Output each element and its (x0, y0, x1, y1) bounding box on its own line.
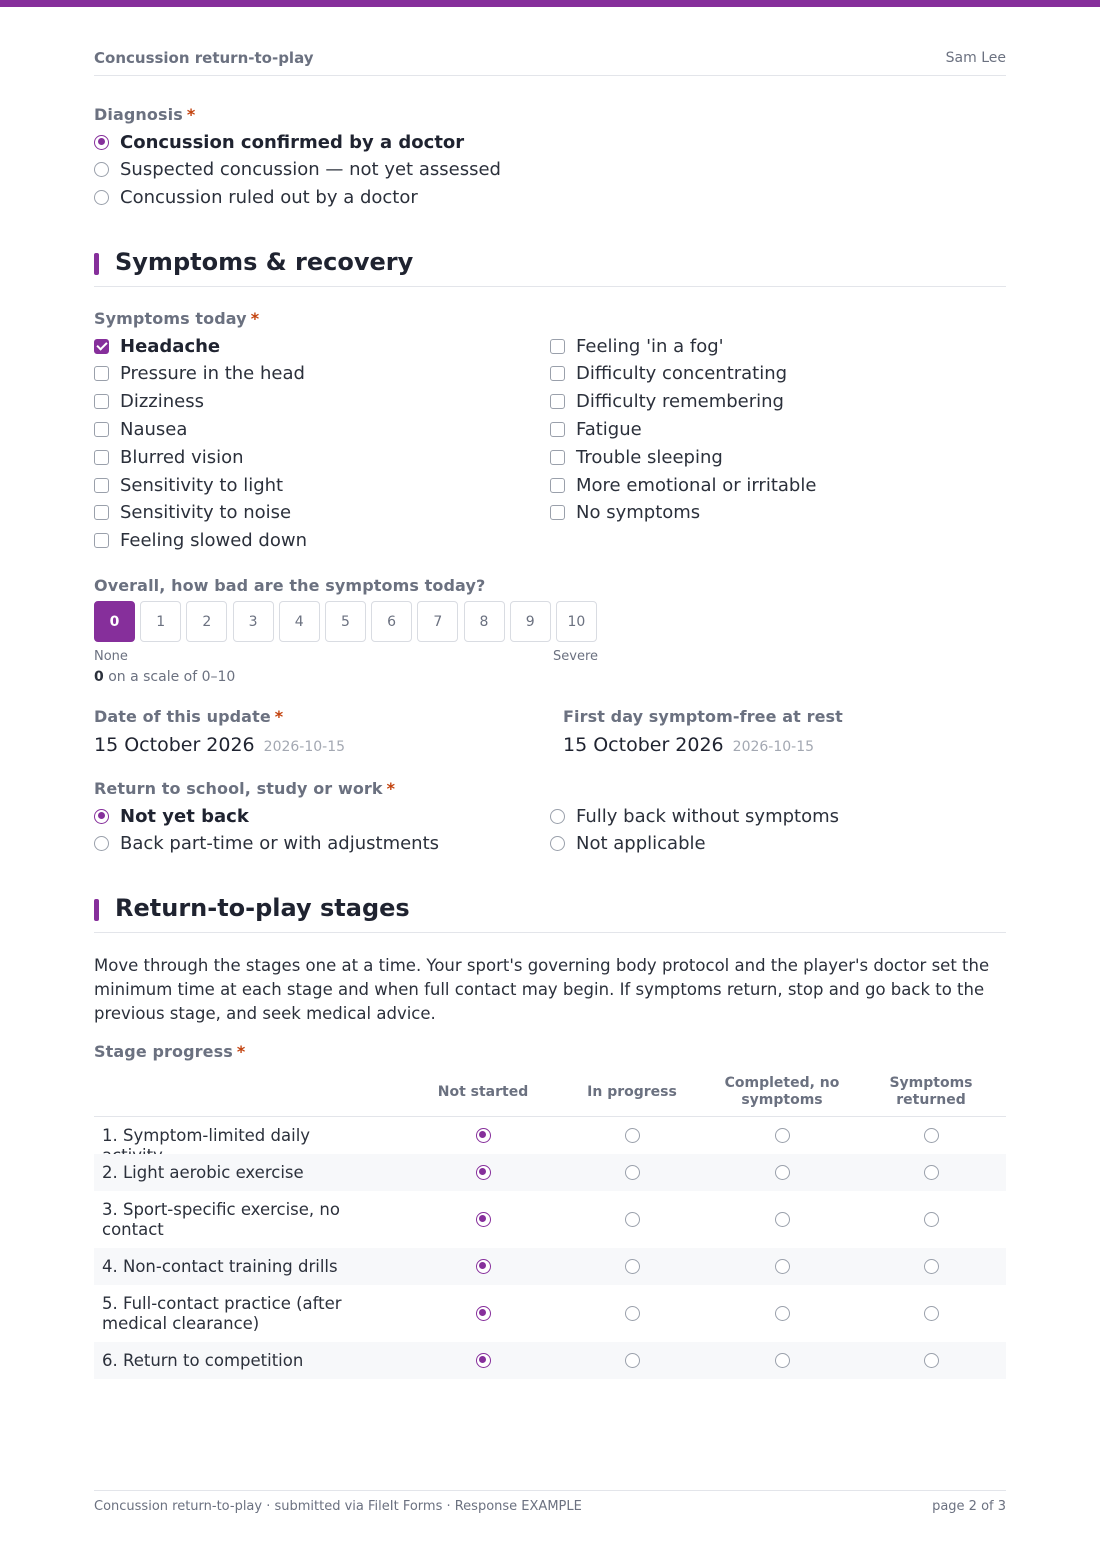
symptoms-label: Symptoms today * (94, 309, 260, 328)
stage-4-completed-no-symptoms-radio[interactable] (775, 1259, 790, 1274)
stage-label: 5. Full-contact practice (after medical clearance) (102, 1293, 342, 1333)
stage-cell (409, 1165, 558, 1180)
checkbox[interactable] (550, 339, 565, 354)
option-label: Sensitivity to noise (120, 502, 292, 524)
symptom-option-feeling-slowed-down[interactable] (94, 529, 307, 553)
update-date-field[interactable]: 15 October 2026 2026-10-15 (94, 734, 346, 756)
checkbox[interactable] (550, 505, 565, 520)
symptom-option-headache[interactable] (94, 334, 220, 358)
stage-label: 6. Return to competition (102, 1350, 304, 1370)
option-label: More emotional or irritable (576, 474, 817, 496)
option-label: Not applicable (576, 833, 706, 854)
diagnosis-option-concussion-ruled-out-by-a-doctor[interactable] (94, 185, 418, 209)
stage-cell (558, 1353, 707, 1368)
checkbox[interactable] (550, 394, 565, 409)
stage-progress-label: Stage progress * (94, 1042, 246, 1061)
option-label: Sensitivity to light (120, 474, 284, 496)
checkbox[interactable] (94, 422, 109, 437)
checkbox[interactable] (94, 394, 109, 409)
scale-max-label: Severe (553, 649, 598, 664)
radio-button[interactable] (94, 162, 109, 177)
symptom-free-date-label: First day symptom-free at rest (563, 707, 843, 726)
option-label: Suspected concussion — not yet assessed (120, 159, 501, 181)
option-label: Concussion ruled out by a doctor (120, 186, 418, 208)
matrix-header (94, 1068, 1006, 1117)
checkbox[interactable] (94, 478, 109, 493)
symptom-option-sensitivity-to-light[interactable] (94, 473, 283, 497)
severity-option-0[interactable]: 0 (94, 601, 135, 642)
stage-4-not-started-radio[interactable] (476, 1259, 491, 1274)
stage-3-symptoms-returned-radio[interactable] (924, 1212, 939, 1227)
stage-cell (857, 1259, 1006, 1274)
option-label: Back part-time or with adjustments (120, 833, 440, 854)
stage-label: 1. Symptom-limited daily (102, 1125, 311, 1145)
option-label: Feeling 'in a fog' (576, 335, 724, 357)
stage-label: 4. Non-contact training drills (102, 1256, 338, 1276)
severity-option-10[interactable]: 10 (556, 601, 597, 642)
return-school-option-fully-back-without-symptoms[interactable] (550, 804, 839, 828)
option-label: Fatigue (576, 418, 642, 440)
checkbox[interactable] (94, 505, 109, 520)
column-header-in-progress: In progress (587, 1083, 677, 1100)
symptom-option-no-symptoms[interactable] (550, 501, 700, 525)
required-mark: * (236, 1042, 246, 1061)
column-header-completed-no-symptoms: Completed, no symptoms (724, 1075, 840, 1108)
severity-option-3[interactable]: 3 (233, 601, 274, 642)
symptom-free-date-field[interactable]: 15 October 2026 2026-10-15 (563, 734, 815, 756)
stage-5-in-progress-radio[interactable] (625, 1306, 640, 1321)
diagnosis-option-suspected-concussion-not-yet-assessed[interactable] (94, 158, 501, 182)
severity-option-8[interactable]: 8 (464, 601, 505, 642)
symptom-option-difficulty-remembering[interactable] (550, 390, 784, 414)
stage-cell (708, 1353, 857, 1368)
option-label: Feeling slowed down (120, 530, 307, 552)
stage-cell (708, 1165, 857, 1180)
return-school-option-back-part-time-or-with-adjustments[interactable] (94, 832, 439, 856)
stage-cell (708, 1259, 857, 1274)
severity-scale (94, 601, 602, 642)
update-date-iso: 2026-10-15 (263, 739, 346, 755)
user-name: Sam Lee (945, 50, 1006, 66)
page-number: page 2 of 3 (932, 1499, 1006, 1514)
table-row (94, 1285, 1006, 1342)
checkbox[interactable] (94, 366, 109, 381)
page-header (94, 48, 1006, 76)
stage-cell (708, 1212, 857, 1227)
severity-label: Overall, how bad are the symptoms today? (94, 576, 486, 595)
stage-5-symptoms-returned-radio[interactable] (924, 1306, 939, 1321)
option-label: Blurred vision (120, 446, 244, 468)
stage-2-not-started-radio[interactable] (476, 1165, 491, 1180)
symptom-option-nausea[interactable] (94, 417, 187, 441)
stage-cell (409, 1128, 558, 1143)
stage-cell (409, 1353, 558, 1368)
severity-option-4[interactable]: 4 (279, 601, 320, 642)
stage-3-completed-no-symptoms-radio[interactable] (775, 1212, 790, 1227)
stage-cell (558, 1259, 707, 1274)
stage-2-in-progress-radio[interactable] (625, 1165, 640, 1180)
stage-3-in-progress-radio[interactable] (625, 1212, 640, 1227)
option-label: Nausea (120, 418, 188, 440)
stage-cell (708, 1306, 857, 1321)
stage-6-not-started-radio[interactable] (476, 1353, 491, 1368)
stage-cell (558, 1306, 707, 1321)
stage-5-not-started-radio[interactable] (476, 1306, 491, 1321)
radio-button[interactable] (94, 190, 109, 205)
option-label: Dizziness (120, 391, 204, 413)
radio-button[interactable] (94, 809, 109, 824)
option-label: Difficulty remembering (576, 391, 784, 413)
return-school-label: Return to school, study or work * (94, 779, 396, 798)
severity-option-9[interactable]: 9 (510, 601, 551, 642)
symptom-option-pressure-in-the-head[interactable] (94, 362, 305, 386)
symptom-option-trouble-sleeping[interactable] (550, 445, 723, 469)
severity-option-1[interactable]: 1 (140, 601, 181, 642)
section-marker (94, 899, 99, 921)
section-title: Symptoms & recovery (115, 248, 414, 276)
section-title: Return-to-play stages (115, 894, 410, 922)
stage-1-symptoms-returned-radio[interactable] (924, 1128, 939, 1143)
stage-cell (558, 1165, 707, 1180)
symptom-option-sensitivity-to-noise[interactable] (94, 501, 291, 525)
stage-2-symptoms-returned-radio[interactable] (924, 1165, 939, 1180)
checkbox[interactable] (550, 450, 565, 465)
scale-min-label: None (94, 649, 128, 664)
checkbox[interactable] (94, 339, 109, 354)
stage-cell (857, 1128, 1006, 1143)
stage-5-completed-no-symptoms-radio[interactable] (775, 1306, 790, 1321)
table-row (94, 1248, 1006, 1285)
stage-1-not-started-radio[interactable] (476, 1128, 491, 1143)
required-mark: * (386, 779, 396, 798)
checkbox[interactable] (550, 366, 565, 381)
table-row (94, 1191, 1006, 1248)
option-label: Concussion confirmed by a doctor (120, 131, 465, 153)
checkbox[interactable] (550, 478, 565, 493)
table-row (94, 1342, 1006, 1379)
symptom-option-blurred-vision[interactable] (94, 445, 244, 469)
stage-label: 3. Sport-specific exercise, no contact (102, 1199, 340, 1239)
update-date-label: Date of this update * (94, 707, 284, 726)
symptom-option-more-emotional-or-irritable[interactable] (550, 473, 816, 497)
column-header-symptoms-returned: Symptoms returned (889, 1075, 973, 1108)
stage-cell (857, 1306, 1006, 1321)
symptom-option-dizziness[interactable] (94, 390, 204, 414)
stage-6-symptoms-returned-radio[interactable] (924, 1353, 939, 1368)
stage-cell (857, 1212, 1006, 1227)
stage-6-completed-no-symptoms-radio[interactable] (775, 1353, 790, 1368)
diagnosis-option-concussion-confirmed-by-a-doctor[interactable] (94, 130, 464, 154)
option-label: Trouble sleeping (576, 446, 723, 468)
stage-cell (409, 1212, 558, 1227)
table-row (94, 1154, 1006, 1191)
stage-cell (409, 1306, 558, 1321)
footer-info: Concussion return-to-play · submitted via FileIt Forms · Response EXAMPLE (94, 1499, 582, 1514)
page-footer (94, 1490, 1006, 1514)
required-mark: * (186, 105, 196, 124)
severity-readout: 0 on a scale of 0–10 (94, 669, 236, 685)
return-school-option-not-applicable[interactable] (550, 832, 706, 856)
option-label: Not yet back (120, 805, 249, 827)
stage-cell (708, 1128, 857, 1143)
radio-button[interactable] (550, 836, 565, 851)
checkbox[interactable] (94, 533, 109, 548)
form-page (94, 0, 1006, 1556)
radio-button[interactable] (550, 809, 565, 824)
stage-cell (857, 1353, 1006, 1368)
section-symptoms (94, 248, 1006, 287)
section-marker (94, 253, 99, 275)
symptom-option-difficulty-concentrating[interactable] (550, 362, 787, 386)
checkbox[interactable] (550, 422, 565, 437)
severity-option-5[interactable]: 5 (325, 601, 366, 642)
diagnosis-label: Diagnosis * (94, 105, 196, 124)
stage-label: 2. Light aerobic exercise (102, 1162, 304, 1182)
option-label: Headache (120, 335, 221, 357)
stage-cell (857, 1165, 1006, 1180)
section-stages (94, 894, 1006, 933)
stage-cell (558, 1128, 707, 1143)
stages-intro: Move through the stages one at a time. Your sport's governing body protocol and the player's doctor set the minimum time at each stage and when full contact may begin. If symptoms return, stop and go back to the previous stage, and seek medical advice. (94, 956, 990, 1023)
table-row (94, 1117, 1006, 1154)
severity-option-7[interactable]: 7 (417, 601, 458, 642)
stage-4-in-progress-radio[interactable] (625, 1259, 640, 1274)
column-header-not-started: Not started (437, 1083, 529, 1100)
return-school-option-not-yet-back[interactable] (94, 804, 249, 828)
stage-cell (409, 1259, 558, 1274)
option-label: Difficulty concentrating (576, 363, 788, 385)
symptom-option-fatigue[interactable] (550, 417, 642, 441)
severity-option-2[interactable]: 2 (186, 601, 227, 642)
required-mark: * (274, 707, 284, 726)
checkbox[interactable] (94, 450, 109, 465)
stage-1-in-progress-radio[interactable] (625, 1128, 640, 1143)
symptom-option-feeling-in-a-fog[interactable] (550, 334, 724, 358)
symptom-free-date-iso: 2026-10-15 (732, 739, 815, 755)
stage-2-completed-no-symptoms-radio[interactable] (775, 1165, 790, 1180)
option-label: Fully back without symptoms (576, 805, 840, 827)
stage-1-completed-no-symptoms-radio[interactable] (775, 1128, 790, 1143)
required-mark: * (250, 309, 260, 328)
stage-3-not-started-radio[interactable] (476, 1212, 491, 1227)
stage-cell (558, 1212, 707, 1227)
radio-button[interactable] (94, 836, 109, 851)
stage-4-symptoms-returned-radio[interactable] (924, 1259, 939, 1274)
stage-6-in-progress-radio[interactable] (625, 1353, 640, 1368)
option-label: Pressure in the head (120, 363, 305, 385)
form-title: Concussion return-to-play (94, 49, 314, 67)
severity-option-6[interactable]: 6 (371, 601, 412, 642)
option-label: No symptoms (576, 502, 701, 524)
radio-button[interactable] (94, 135, 109, 150)
